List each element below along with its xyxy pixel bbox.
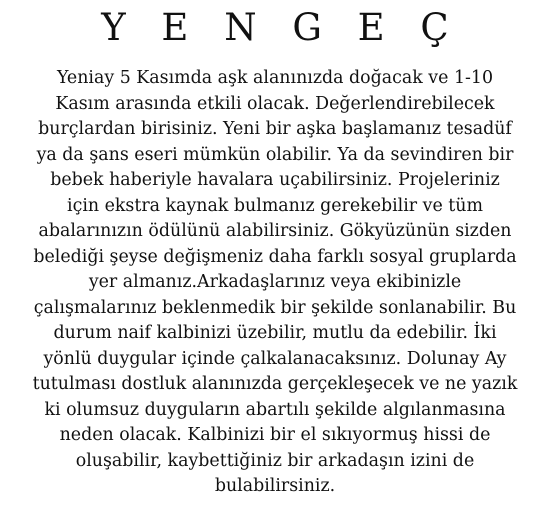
text-line: oluşabilir, kaybettiğiniz bir arkadaşın izini de	[75, 450, 475, 471]
text-line: Yeniay 5 Kasımda aşk alanınızda doğacak ve 1-10	[56, 68, 494, 88]
text-line: bulabilirsiniz.	[214, 476, 336, 496]
text-line: burçlardan birisiniz. Yeni bir aşka başlamanız tesadüf	[38, 119, 512, 139]
text-line: yönlü duygular içinde çalkalanacaksınız. Dolunay Ay	[43, 348, 507, 369]
text-line: tutulması dostluk alanınızda gerçekleşecek ve ne yazık	[32, 374, 518, 394]
text-line: ki olumsuz duyguların abartılı şekilde algılanmasına	[44, 399, 506, 420]
text-line: ya da şans eseri mümkün olabilir. Ya da sevindiren bir	[36, 144, 514, 165]
text-line: Kasım arasında etkili olacak. Değerlendirebilecek	[55, 93, 495, 114]
text-line: neden olacak. Kalbinizi bir el sıkıyormuş hissi de	[59, 425, 491, 445]
text-line: yer almanız.Arkadaşlarınız veya ekibinizle	[88, 272, 462, 292]
horoscope-text	[0, 66, 550, 500]
text-line: için ekstra kaynak bulmanız gerekebilir ve tüm	[67, 195, 483, 216]
text-line: belediği şeyse değişmeniz daha farklı sosyal gruplarda	[33, 246, 517, 267]
text-line: bebek haberiyle havalara uçabilirsiniz. Projeleriniz	[50, 170, 500, 190]
text-line: çalışmalarınız beklenmedik bir şekilde sonlanabilir. Bu	[33, 297, 517, 318]
page-title: Y E N G E Ç	[101, 6, 461, 49]
text-line: durum naif kalbinizi üzebilir, mutlu da edebilir. İki	[53, 323, 497, 343]
text-line: abalarınızın ödülünü alabilirsiniz. Gökyüzünün sizden	[38, 221, 512, 241]
